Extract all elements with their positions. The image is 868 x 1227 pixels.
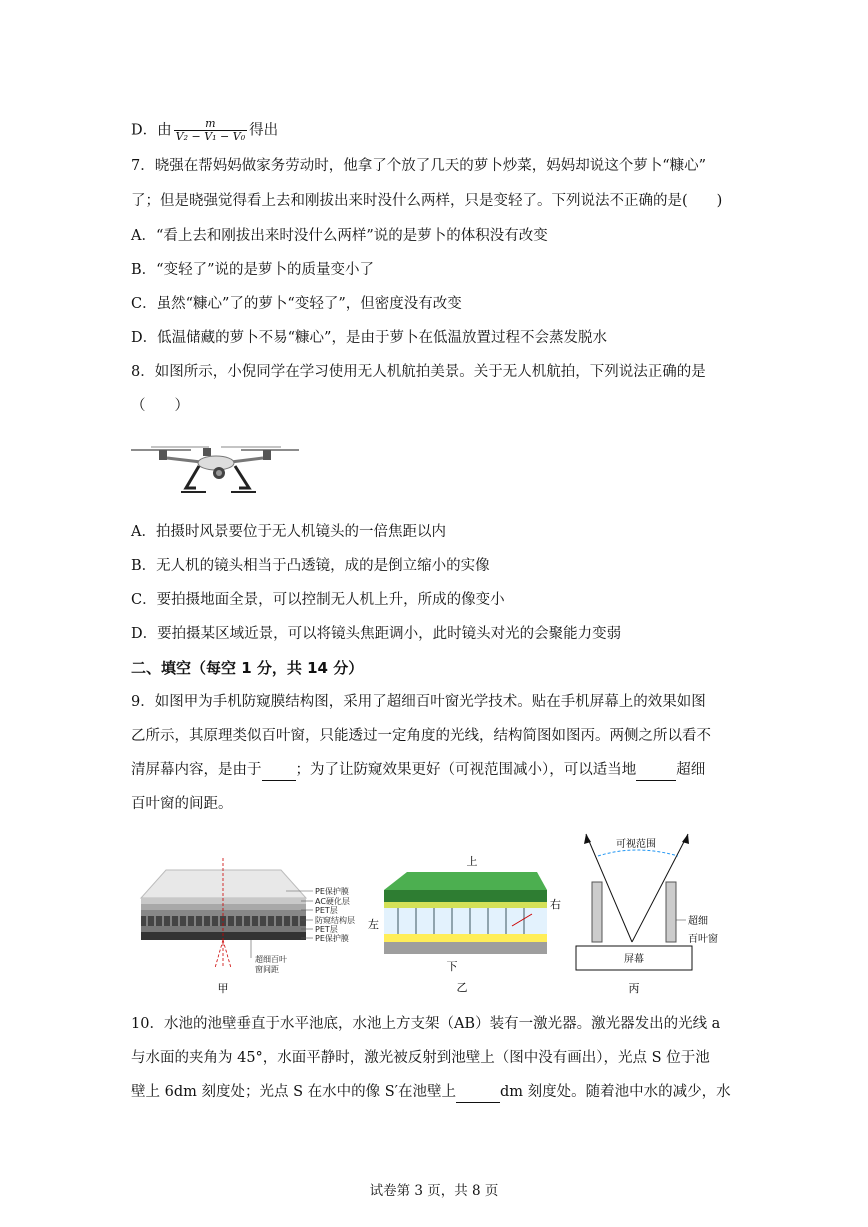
q9-line-3-part-a: 清屏幕内容，是由于 bbox=[131, 762, 262, 778]
q10-line-2: 与水面的夹角为 45°，水面平静时，激光被反射到池壁上（图中没有画出），光点 S 位于池 bbox=[131, 1050, 710, 1066]
layer-label: PET层 bbox=[315, 906, 338, 915]
q7-option-d: D．低温储藏的萝卜不易“糠心”，是由于萝卜在低温放置过程不会蒸发脱水 bbox=[131, 330, 607, 346]
q8-option-b: B．无人机的镜头相当于凸透镜，成的是倒立缩小的实像 bbox=[131, 558, 490, 574]
page-footer: 试卷第 3 页，共 8 页 bbox=[369, 1183, 499, 1199]
q9-line-3-part-c: 超细 bbox=[676, 762, 706, 778]
q9-line-3-part-b: ；为了让防窥效果更好（可视范围减小），可以适当地 bbox=[295, 762, 637, 778]
louver-spacing-label: 超细百叶 bbox=[255, 955, 287, 964]
q9-line-4: 百叶窗的间距。 bbox=[131, 796, 233, 812]
option-d-prefix: D．由 bbox=[131, 122, 172, 139]
q10-line-3 bbox=[131, 1082, 731, 1103]
viewing-range-label: 可视范围 bbox=[616, 839, 656, 850]
option-d-volume-formula bbox=[131, 118, 278, 143]
figure-jia-film-structure bbox=[131, 858, 361, 998]
q9-line-3 bbox=[131, 760, 705, 781]
answer-blank bbox=[636, 760, 676, 781]
q7-option-c: C．虽然“糠心”了的萝卜“变轻了”，但密度没有改变 bbox=[131, 296, 462, 312]
q8-line-1: 8．如图所示，小倪同学在学习使用无人机航拍美景。关于无人机航拍，下列说法正确的是 bbox=[131, 364, 706, 380]
fraction-numerator: m bbox=[174, 118, 247, 131]
q10-line-3-part-a: 壁上 6dm 刻度处；光点 S 在水中的像 S′在池壁上 bbox=[131, 1084, 456, 1100]
fraction bbox=[174, 118, 247, 143]
louver-label: 超细 bbox=[688, 916, 708, 927]
louver-label: 百叶窗 bbox=[688, 934, 718, 945]
layer-label: PET层 bbox=[315, 925, 338, 934]
q8-line-2: （ ） bbox=[131, 398, 189, 414]
q7-option-b: B．“变轻了”说的是萝卜的质量变小了 bbox=[131, 262, 374, 278]
direction-label-top: 上 bbox=[466, 855, 478, 868]
figure-caption: 甲 bbox=[217, 982, 229, 995]
figure-caption: 乙 bbox=[456, 981, 468, 994]
fraction-denominator: V₂ − V₁ − V₀ bbox=[175, 130, 246, 143]
layer-label: 防窥结构层 bbox=[315, 916, 355, 925]
q9-line-1: 9．如图甲为手机防窥膜结构图，采用了超细百叶窗光学技术。贴在手机屏幕上的效果如图 bbox=[131, 694, 706, 710]
q9-line-2: 乙所示，其原理类似百叶窗，只能透过一定角度的光线，结构简图如图丙。两侧之所以看不 bbox=[131, 728, 711, 744]
louver-spacing-label: 窗间距 bbox=[255, 965, 279, 974]
q7-option-a: A．“看上去和刚拔出来时没什么两样”说的是萝卜的体积没有改变 bbox=[131, 228, 548, 244]
screen-label: 屏幕 bbox=[624, 954, 644, 965]
q8-option-a: A．拍摄时风景要位于无人机镜头的一倍焦距以内 bbox=[131, 524, 446, 540]
drone-image bbox=[131, 440, 301, 500]
louver-rows bbox=[384, 908, 547, 934]
figure-caption: 丙 bbox=[628, 982, 640, 995]
figure-bing-louver-diagram bbox=[566, 830, 746, 998]
q7-line-2: 了；但是晓强觉得看上去和刚拔出来时没什么两样，只是变轻了。下列说法不正确的是( ) bbox=[131, 193, 723, 209]
q8-option-d: D．要拍摄某区域近景，可以将镜头焦距调小，此时镜头对光的会聚能力变弱 bbox=[131, 626, 622, 642]
layer-label: PE保护膜 bbox=[315, 887, 349, 896]
q10-line-3-part-b: dm 刻度处。随着池中水的减少，水 bbox=[499, 1084, 731, 1100]
figure-yi-screen-effect bbox=[362, 850, 562, 998]
layer-label: AC硬化层 bbox=[315, 897, 350, 906]
direction-label-bottom: 下 bbox=[446, 960, 458, 973]
direction-label-right: 右 bbox=[550, 898, 561, 911]
q7-line-1: 7．晓强在帮妈妈做家务劳动时，他拿了个放了几天的萝卜炒菜，妈妈却说这个萝卜“糠心” bbox=[131, 158, 707, 174]
louver-layer bbox=[141, 916, 306, 926]
section-heading: 二、填空（每空 1 分，共 14 分） bbox=[131, 659, 364, 677]
q8-option-c: C．要拍摄地面全景，可以控制无人机上升，所成的像变小 bbox=[131, 592, 505, 608]
direction-label-left: 左 bbox=[368, 918, 379, 931]
option-d-suffix: 得出 bbox=[249, 122, 279, 139]
answer-blank bbox=[456, 1082, 500, 1103]
q10-line-1: 10．水池的池壁垂直于水平池底，水池上方支架（AB）装有一激光器。激光器发出的光线 a bbox=[131, 1016, 721, 1032]
answer-blank bbox=[262, 760, 296, 781]
layer-label: PE保护膜 bbox=[315, 934, 349, 943]
